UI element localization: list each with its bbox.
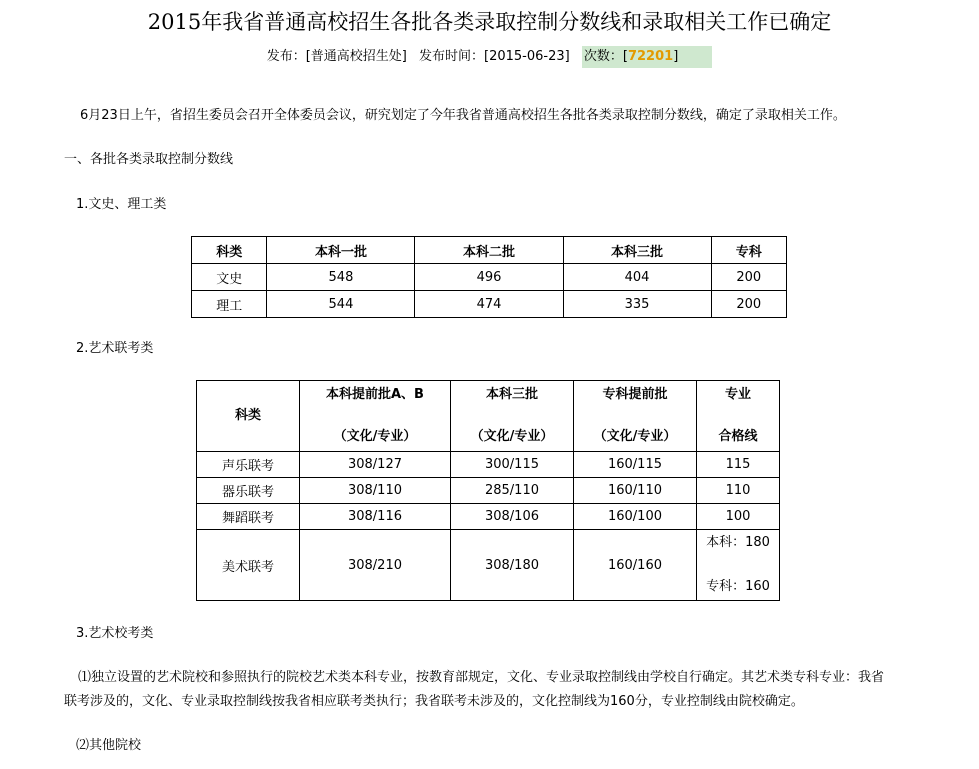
cell: 器乐联考 [197, 478, 300, 504]
header-cell [300, 381, 451, 452]
views-suffix: ] [673, 49, 679, 64]
cell: 115 [697, 452, 780, 478]
header-cell: 本科三批 [563, 237, 711, 264]
table-row [197, 530, 780, 601]
cell: 160/160 [574, 530, 697, 601]
sub1-heading: 1.文史、理工类 [76, 197, 167, 212]
table-art-joint-exam [196, 380, 780, 601]
cell: 声乐联考 [197, 452, 300, 478]
cell: 308/127 [300, 452, 451, 478]
cell: 160/100 [574, 504, 697, 530]
sub2-heading: 2.艺术联考类 [76, 341, 154, 356]
header-line-bottom: （文化/专业） [333, 429, 417, 444]
table-wenshi-ligong [191, 236, 787, 318]
table-row [192, 291, 787, 318]
cell: 544 [267, 291, 415, 318]
cell: 160/115 [574, 452, 697, 478]
publish-time-label: 发布时间：[2015-06-23] [419, 49, 570, 64]
cell: 285/110 [451, 478, 574, 504]
header-line-top: 本科三批 [485, 387, 538, 402]
cell: 110 [697, 478, 780, 504]
header-line-bottom: 合格线 [718, 429, 758, 444]
cell: 文史 [192, 264, 267, 291]
header-line-top: 本科提前批A、B [326, 387, 424, 402]
views-prefix: 次数：[ [583, 49, 628, 64]
table-row [197, 504, 780, 530]
header-line-top: 专科提前批 [602, 387, 668, 402]
view-count-badge [582, 46, 712, 68]
cell: 308/110 [300, 478, 451, 504]
cell: 100 [697, 504, 780, 530]
art-undergrad-line: 本科：180 [706, 535, 770, 550]
table-header-row [197, 381, 780, 452]
intro-paragraph: 6月23日上午，省招生委员会召开全体委员会议，研究划定了今年我省普通高校招生各批各类录取控制分数线，确定了录取相关工作。 [80, 108, 846, 123]
header-cell [697, 381, 780, 452]
publisher-label: 发布：[普通高校招生处] [266, 49, 407, 64]
cell: 308/180 [451, 530, 574, 601]
header-cell: 本科一批 [267, 237, 415, 264]
cell: 308/210 [300, 530, 451, 601]
art-college-line: 专科：160 [706, 579, 770, 594]
header-line-top: 专业 [724, 387, 751, 402]
cell: 200 [711, 264, 786, 291]
cell: 404 [563, 264, 711, 291]
cell: 理工 [192, 291, 267, 318]
para3-line2: 联考涉及的，文化、专业录取控制线按我省相应联考类执行；我省联考未涉及的，文化控制线为160分，专业控制线由院校确定。 [64, 694, 804, 709]
cell: 300/115 [451, 452, 574, 478]
table-row [192, 264, 787, 291]
header-cell: 本科二批 [415, 237, 563, 264]
cell: 548 [267, 264, 415, 291]
header-cell: 专科 [711, 237, 786, 264]
cell: 美术联考 [197, 530, 300, 601]
table-row [197, 452, 780, 478]
views-count: 72201 [627, 49, 674, 64]
cell: 160/110 [574, 478, 697, 504]
cell [697, 530, 780, 601]
cell: 308/106 [451, 504, 574, 530]
sub3-2-heading: ⑵其他院校 [76, 738, 142, 753]
para3-line1: ⑴独立设置的艺术院校和参照执行的院校艺术类本科专业，按教育部规定，文化、专业录取控制线由学校自行确定。其艺术类专科专业：我省 [78, 670, 885, 685]
header-cell: 科类 [197, 381, 300, 452]
section1-heading: 一、各批各类录取控制分数线 [64, 152, 234, 167]
cell: 496 [415, 264, 563, 291]
header-cell [574, 381, 697, 452]
cell: 200 [711, 291, 786, 318]
header-cell: 科类 [192, 237, 267, 264]
table-header-row [192, 237, 787, 264]
header-line-bottom: （文化/专业） [593, 429, 677, 444]
header-cell [451, 381, 574, 452]
cell: 308/116 [300, 504, 451, 530]
table-row [197, 478, 780, 504]
header-line-bottom: （文化/专业） [470, 429, 554, 444]
cell: 舞蹈联考 [197, 504, 300, 530]
cell: 335 [563, 291, 711, 318]
article-meta [0, 46, 979, 68]
sub3-heading: 3.艺术校考类 [76, 626, 154, 641]
page-title: 2015年我省普通高校招生各批各类录取控制分数线和录取相关工作已确定 [147, 10, 832, 34]
cell: 474 [415, 291, 563, 318]
